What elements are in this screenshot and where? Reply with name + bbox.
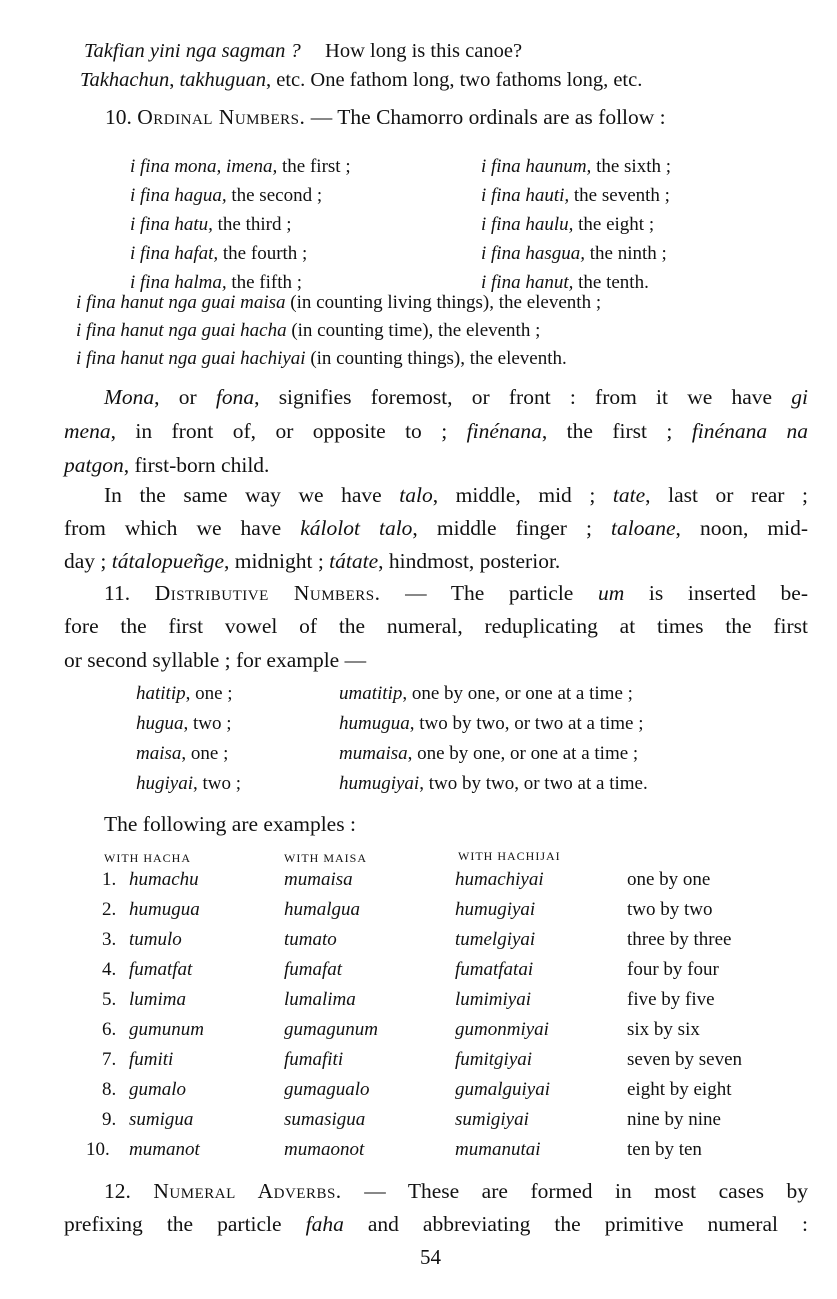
gloss: , one ; xyxy=(181,743,229,764)
chamorro-term: um xyxy=(597,581,625,605)
chamorro-term: hugua xyxy=(136,713,184,734)
distributive-form xyxy=(339,741,638,767)
base-numeral xyxy=(136,771,241,797)
with-maisa-cell: mumaisa xyxy=(284,869,353,890)
ordinal-entry xyxy=(130,183,322,209)
text: , middle finger ; xyxy=(412,516,612,540)
paragraph-line xyxy=(64,418,808,444)
chamorro-term: faha xyxy=(305,1212,344,1236)
chamorro-term: i fina hafat, xyxy=(130,243,219,264)
paragraph-line: fore the first vowel of the numeral, reduplicating at times the first xyxy=(64,614,808,638)
chamorro-term: i fina mona, imena, xyxy=(130,156,278,177)
with-maisa-cell: gumagunum xyxy=(284,1019,378,1040)
gloss: the first ; xyxy=(277,156,351,177)
with-hacha-cell: gumalo xyxy=(129,1079,186,1100)
section-intro: — The Chamorro ordinals are as follow : xyxy=(305,105,666,129)
gloss: (in counting living things), the eleventh ; xyxy=(285,292,602,313)
row-number: 10. xyxy=(86,1139,110,1160)
gloss: , two by two, or two at a time. xyxy=(419,773,648,794)
with-hachijai-cell: gumonmiyai xyxy=(455,1019,549,1040)
fathom-line xyxy=(80,67,642,93)
eleventh-entry xyxy=(76,318,540,344)
row-number: 6. xyxy=(102,1019,117,1040)
chamorro-term: finénana xyxy=(466,419,542,443)
gloss-cell: ten by ten xyxy=(627,1139,702,1160)
base-numeral xyxy=(136,741,228,767)
with-hacha-cell: humugua xyxy=(129,899,200,920)
with-hachijai-cell: sumigiyai xyxy=(455,1109,529,1130)
with-maisa-cell: fumafiti xyxy=(284,1049,344,1070)
section-11-heading xyxy=(104,580,808,606)
text: day ; xyxy=(64,549,112,573)
section-number: 12. xyxy=(104,1179,131,1203)
chamorro-term: hatitip xyxy=(136,683,186,704)
ordinal-entry xyxy=(481,212,654,238)
gloss-cell: nine by nine xyxy=(627,1109,721,1130)
with-hachijai-cell: gumalguiyai xyxy=(455,1079,550,1100)
with-hacha-cell: fumiti xyxy=(129,1049,174,1070)
with-maisa-cell: humalgua xyxy=(284,899,360,920)
eleventh-entry xyxy=(76,346,567,372)
paragraph-line xyxy=(64,1211,808,1237)
chamorro-term: i fina hanut nga guai maisa xyxy=(76,292,286,313)
gloss-cell: four by four xyxy=(627,959,719,980)
paragraph-line xyxy=(64,548,560,574)
with-hachijai-cell: tumelgiyai xyxy=(455,929,536,950)
with-hachijai-cell: mumanutai xyxy=(455,1139,541,1160)
examples-intro: The following are examples : xyxy=(104,812,356,836)
ordinal-entry xyxy=(130,212,292,238)
row-number: 5. xyxy=(102,989,117,1010)
row-number: 2. xyxy=(102,899,117,920)
chamorro-term: Takfian yini nga sagman ? xyxy=(84,40,301,62)
gloss: the eight ; xyxy=(573,214,655,235)
section-number: 11. xyxy=(104,581,131,605)
chamorro-term: taloane xyxy=(611,516,676,540)
text: , in front of, or opposite to ; xyxy=(110,419,467,443)
gloss-cell: seven by seven xyxy=(627,1049,743,1070)
chamorro-term: finénana na xyxy=(691,419,808,443)
gloss-cell: eight by eight xyxy=(627,1079,732,1100)
chamorro-term: tátalopueñge xyxy=(111,549,225,573)
with-hacha-cell: mumanot xyxy=(129,1139,200,1160)
distributive-form xyxy=(339,711,644,737)
with-maisa-cell: lumalima xyxy=(284,989,356,1010)
with-maisa-cell: mumaonot xyxy=(284,1139,365,1160)
gloss: the seventh ; xyxy=(569,185,670,206)
text: prefixing the particle xyxy=(64,1212,306,1236)
gloss-cell: five by five xyxy=(627,989,715,1010)
with-hacha-cell: humachu xyxy=(129,869,199,890)
text: , noon, mid- xyxy=(675,516,808,540)
row-number: 7. xyxy=(102,1049,117,1070)
page-number: 54 xyxy=(420,1245,441,1269)
chamorro-term: gi xyxy=(791,385,808,409)
gloss: (in counting things), the eleventh. xyxy=(305,348,567,369)
gloss: , etc. One fathom long, two fathoms long, etc. xyxy=(266,69,643,91)
chamorro-term: patgon xyxy=(64,453,124,477)
text: , middle, mid ; xyxy=(432,483,613,507)
with-maisa-cell: gumagualo xyxy=(284,1079,370,1100)
gloss: , two ; xyxy=(193,773,242,794)
chamorro-term: i fina haulu, xyxy=(481,214,574,235)
gloss-cell: six by six xyxy=(627,1019,700,1040)
paragraph-line xyxy=(104,384,808,410)
text: , signifies foremost, or front : from it we have xyxy=(254,385,792,409)
with-hachijai-cell: fumatfatai xyxy=(455,959,534,980)
row-number: 3. xyxy=(102,929,117,950)
gloss: How long is this canoe? xyxy=(325,40,523,62)
gloss-cell: one by one xyxy=(627,869,711,890)
gloss: , two ; xyxy=(183,713,232,734)
row-number: 9. xyxy=(102,1109,117,1130)
chamorro-term: i fina hanut, xyxy=(481,272,574,293)
chamorro-term: mumaisa xyxy=(339,743,408,764)
section-title: Numeral Adverbs. xyxy=(153,1179,342,1203)
section-title: Ordinal Numbers. xyxy=(137,105,306,129)
chamorro-term: hugiyai xyxy=(136,773,193,794)
ordinal-entry xyxy=(130,241,307,267)
base-numeral xyxy=(136,711,232,737)
chamorro-term: Mona xyxy=(104,385,155,409)
paragraph-line: or second syllable ; for example — xyxy=(64,648,367,672)
chamorro-term: i fina hanut nga guai hacha xyxy=(76,320,287,341)
chamorro-term: i fina hatu, xyxy=(130,214,213,235)
gloss: , one by one, or one at a time ; xyxy=(402,683,633,704)
ordinal-entry xyxy=(481,241,667,267)
gloss: , one by one, or one at a time ; xyxy=(407,743,639,764)
with-maisa-cell: sumasigua xyxy=(284,1109,366,1130)
chamorro-term: i fina hasgua, xyxy=(481,243,585,264)
text: , midnight ; xyxy=(224,549,330,573)
section-title: Distributive Numbers. xyxy=(154,581,381,605)
gloss-cell: three by three xyxy=(627,929,732,950)
row-number: 8. xyxy=(102,1079,117,1100)
text: , hindmost, posterior. xyxy=(378,549,561,573)
with-hachijai-cell: fumitgiyai xyxy=(455,1049,533,1070)
with-hacha-cell: lumima xyxy=(129,989,186,1010)
section-12-heading xyxy=(104,1178,808,1204)
separator: , xyxy=(169,69,180,91)
chamorro-term: i fina haunum, xyxy=(481,156,592,177)
text: , the first ; xyxy=(541,419,692,443)
chamorro-term: i fina hanut nga guai hachiyai xyxy=(76,348,306,369)
with-maisa-cell: tumato xyxy=(284,929,337,950)
with-hachijai-cell: humachiyai xyxy=(455,869,544,890)
section-number: 10. xyxy=(105,105,132,129)
text: , first-born child. xyxy=(123,453,270,477)
paragraph-line xyxy=(64,452,269,478)
gloss: (in counting time), the eleventh ; xyxy=(286,320,541,341)
with-hacha-cell: sumigua xyxy=(129,1109,194,1130)
text: In the same way we have xyxy=(104,483,400,507)
with-hachijai-cell: humugiyai xyxy=(455,899,536,920)
with-hacha-cell: tumulo xyxy=(129,929,182,950)
text: from which we have xyxy=(64,516,301,540)
with-hacha-cell: fumatfat xyxy=(129,959,193,980)
gloss: the fifth ; xyxy=(226,272,303,293)
column-header: WITH MAISA xyxy=(284,851,367,865)
chamorro-term: i fina hagua, xyxy=(130,185,227,206)
with-hachijai-cell: lumimiyai xyxy=(455,989,531,1010)
column-header: WITH HACHA xyxy=(104,851,191,865)
chamorro-term: umatitip xyxy=(339,683,403,704)
chamorro-term: humugiyai xyxy=(339,773,420,794)
gloss: the third ; xyxy=(212,214,292,235)
chamorro-term: i fina hauti, xyxy=(481,185,570,206)
ordinal-entry xyxy=(481,183,670,209)
eleventh-entry xyxy=(76,290,601,316)
text: and abbreviating the primitive numeral : xyxy=(343,1212,808,1236)
gloss-cell: two by two xyxy=(627,899,713,920)
gloss: the fourth ; xyxy=(218,243,308,264)
row-number: 4. xyxy=(102,959,117,980)
section-10-heading xyxy=(105,104,666,130)
column-header: WITH HACHIJAI xyxy=(458,849,561,863)
base-numeral xyxy=(136,681,233,707)
chamorro-term: Takhachun xyxy=(80,69,170,91)
gloss: the second ; xyxy=(226,185,323,206)
gloss: , one ; xyxy=(185,683,233,704)
question-line xyxy=(84,38,522,64)
chamorro-term: kálolot talo xyxy=(300,516,413,540)
chamorro-term: talo xyxy=(399,483,433,507)
chamorro-term: i fina halma, xyxy=(130,272,227,293)
chamorro-term: mena xyxy=(64,419,111,443)
text: , or xyxy=(154,385,216,409)
gloss: the tenth. xyxy=(573,272,649,293)
chamorro-term: humugua xyxy=(339,713,410,734)
chamorro-term: maisa xyxy=(136,743,182,764)
row-number: 1. xyxy=(102,869,117,890)
distributive-form xyxy=(339,771,648,797)
ordinal-entry xyxy=(481,154,671,180)
gloss: the sixth ; xyxy=(591,156,672,177)
paragraph-line xyxy=(64,515,808,541)
chamorro-term: fona xyxy=(215,385,255,409)
distributive-form xyxy=(339,681,633,707)
with-maisa-cell: fumafat xyxy=(284,959,343,980)
ordinal-entry xyxy=(130,154,351,180)
text: , last or rear ; xyxy=(645,483,808,507)
with-hacha-cell: gumunum xyxy=(129,1019,204,1040)
gloss: the ninth ; xyxy=(584,243,667,264)
text: — These are formed in most cases by xyxy=(341,1179,809,1203)
chamorro-term: tátate xyxy=(329,549,379,573)
text: — The particle xyxy=(380,581,598,605)
text: is inserted be- xyxy=(624,581,809,605)
gloss: , two by two, or two at a time ; xyxy=(409,713,644,734)
chamorro-term: tate xyxy=(612,483,646,507)
paragraph-line xyxy=(104,482,808,508)
chamorro-term: takhuguan xyxy=(179,69,267,91)
